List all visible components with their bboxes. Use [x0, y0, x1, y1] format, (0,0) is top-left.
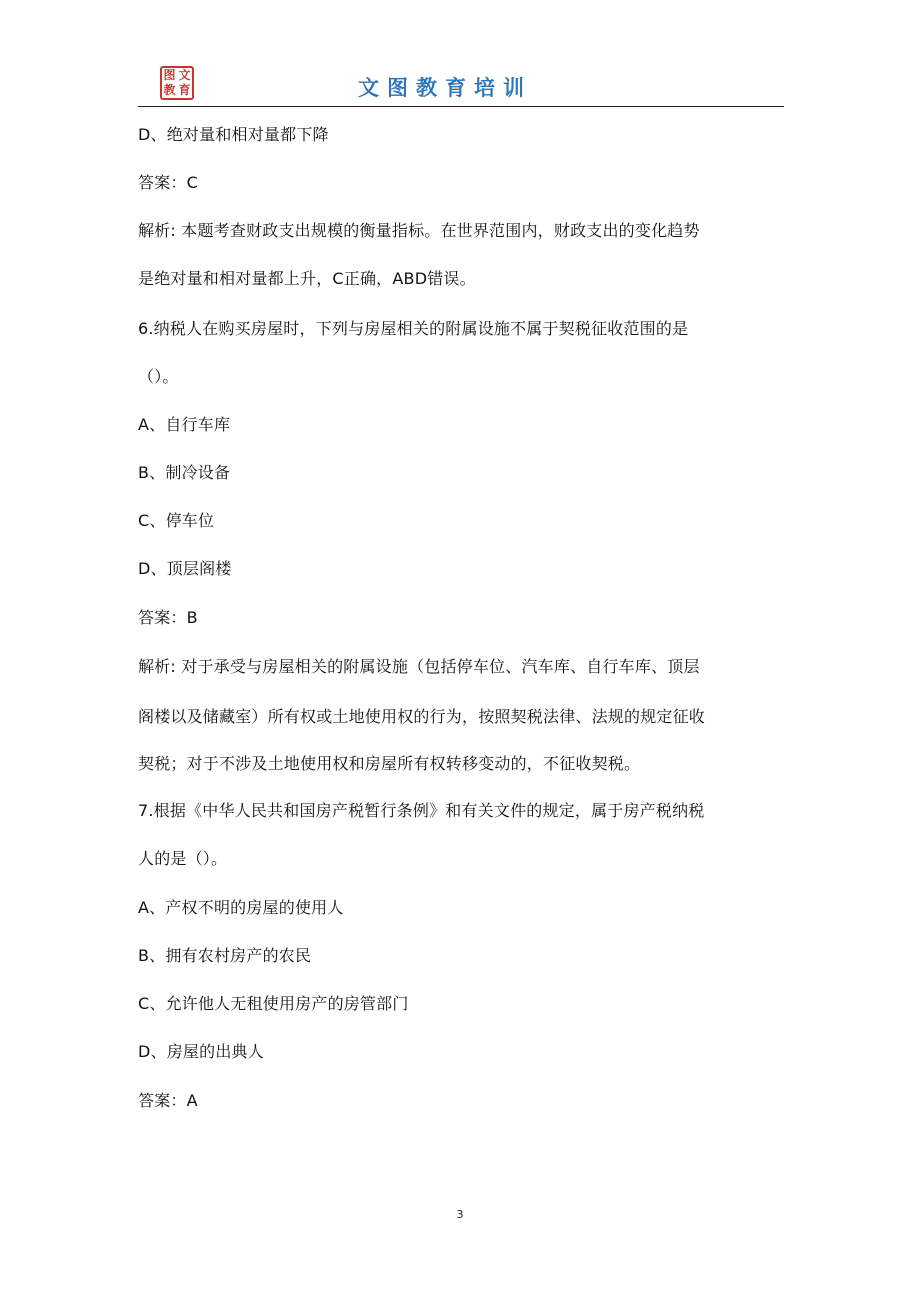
- option-b-line: B、制冷设备: [138, 463, 231, 482]
- explanation-line: 解析: 对于承受与房屋相关的附属设施（包括停车位、汽车库、自行车库、顶层: [138, 657, 700, 676]
- option-a-line: A、自行车库: [138, 415, 231, 434]
- option-a-line: A、产权不明的房屋的使用人: [138, 898, 344, 917]
- question-line: （）。: [138, 367, 179, 386]
- question-line: 7.根据《中华人民共和国房产税暂行条例》和有关文件的规定，属于房产税纳税: [138, 801, 705, 820]
- header-title: 文图教育培训: [358, 75, 532, 100]
- option-d-line: D、绝对量和相对量都下降: [138, 125, 329, 144]
- option-b-line: B、拥有农村房产的农民: [138, 946, 312, 965]
- question-line: 人的是（）。: [138, 849, 228, 868]
- logo-char: 图: [163, 68, 176, 82]
- logo-char: 育: [178, 83, 191, 97]
- logo-char: 教: [163, 83, 176, 97]
- option-c-line: C、停车位: [138, 511, 215, 530]
- explanation-line: 契税；对于不涉及土地使用权和房屋所有权转移变动的，不征收契税。: [138, 754, 641, 773]
- page-header: [138, 62, 784, 107]
- explanation-line: 是绝对量和相对量都上升，C正确，ABD错误。: [138, 269, 476, 288]
- option-c-line: C、允许他人无租使用房产的房管部门: [138, 994, 409, 1013]
- answer-line: 答案：C: [138, 173, 198, 192]
- answer-line: 答案：A: [138, 1091, 198, 1110]
- page-number: 3: [456, 1208, 464, 1221]
- option-d-line: D、顶层阁楼: [138, 559, 232, 578]
- explanation-line: 阁楼以及储藏室）所有权或土地使用权的行为，按照契税法律、法规的规定征收: [138, 707, 706, 726]
- option-d-line: D、房屋的出典人: [138, 1042, 264, 1061]
- answer-line: 答案：B: [138, 608, 198, 627]
- logo-seal: [160, 66, 194, 100]
- question-line: 6.纳税人在购买房屋时，下列与房屋相关的附属设施不属于契税征收范围的是: [138, 319, 689, 338]
- logo-char: 文: [178, 68, 191, 82]
- explanation-line: 解析: 本题考查财政支出规模的衡量指标。在世界范围内，财政支出的变化趋势: [138, 221, 700, 240]
